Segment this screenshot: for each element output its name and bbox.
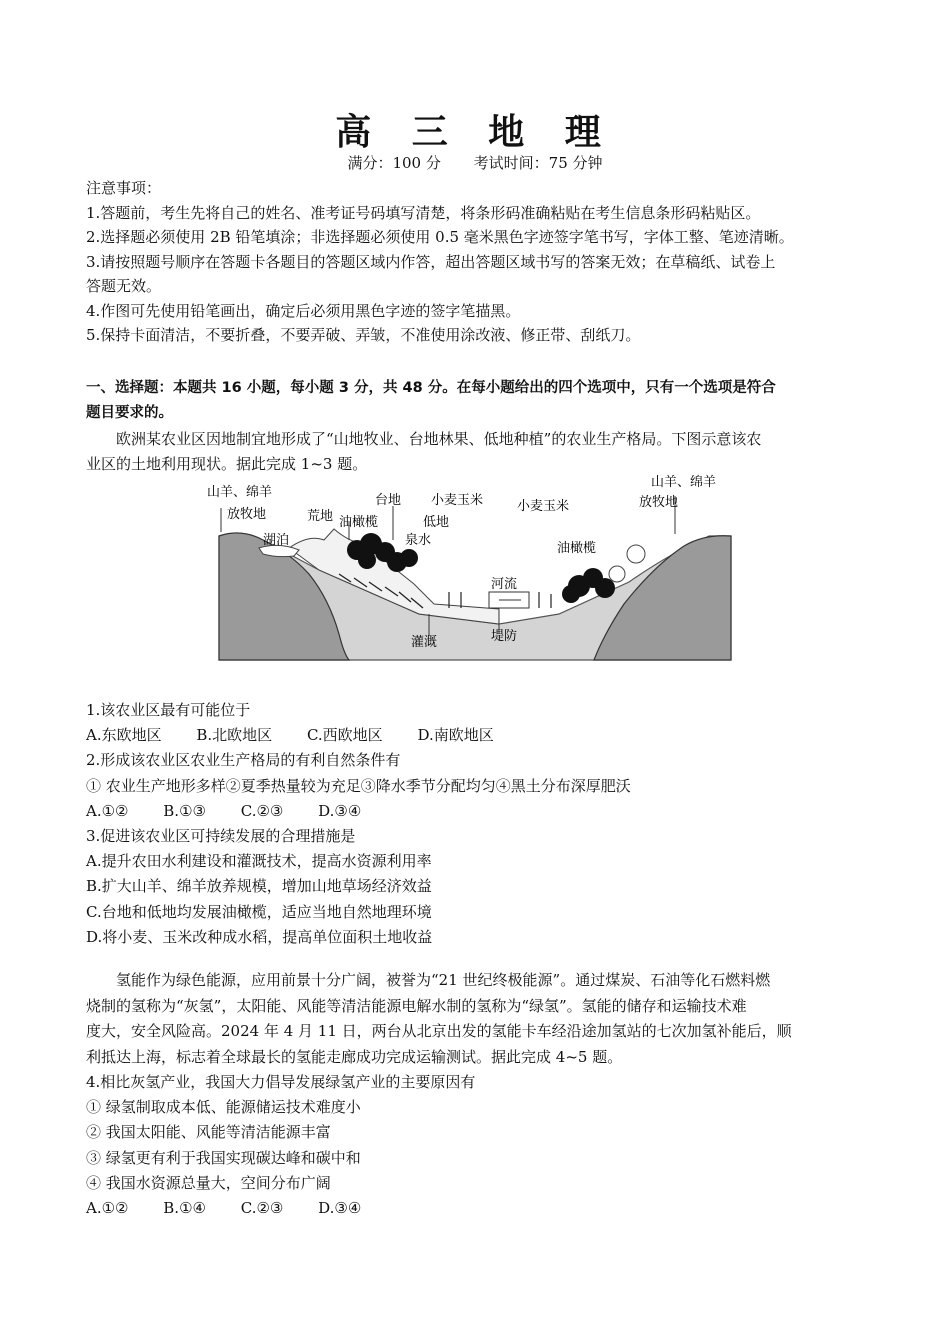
option: D.将小麦、玉米改种成水稻，提高单位面积土地收益 [86,927,433,946]
section-heading-line: 一、选择题：本题共 16 小题，每小题 3 分，共 48 分。在每小题给出的四个选项中，只有一个选项是符合 [86,380,776,396]
question-4-item: ① 绿氢制取成本低、能源储运技术难度小 [86,1098,361,1117]
label-irrigation: 灌溉 [411,635,438,650]
option: A.东欧地区 [86,726,162,745]
option: D.③④ [318,801,362,820]
note-item: 4.作图可先使用铅笔画出，确定后必须用黑色字迹的签字笔描黑。 [86,301,521,320]
question-2-stem: 2.形成该农业区农业生产格局的有利自然条件有 [86,751,401,770]
option: D.南欧地区 [417,726,494,745]
label-olive-left: 油橄榄 [339,515,379,530]
section-heading-line: 题目要求的。 [86,405,173,421]
label-lake: 湖泊 [263,533,290,548]
label-goat-sheep-left: 山羊、绵羊 [207,485,273,500]
passage-1 [86,427,866,476]
option: C.②③ [240,1199,284,1218]
exam-time: 考试时间：75 分钟 [473,154,603,172]
note-item: 1.答题前，考生先将自己的姓名、准考证号码填写清楚，将条形码准确粘贴在考生信息条形码粘贴区。 [86,203,761,222]
question-4-item: ③ 绿氢更有利于我国实现碳达峰和碳中和 [86,1148,361,1167]
question-3-stem: 3.促进该农业区可持续发展的合理措施是 [86,827,356,846]
option: B.北欧地区 [196,726,273,745]
label-pasture-left: 放牧地 [227,507,267,522]
note-item: 5.保持卡面清洁，不要折叠，不要弄破、弄皱，不准使用涂改液、修正带、刮纸刀。 [86,326,641,344]
option: B.①④ [163,1199,206,1218]
option: D.③④ [318,1199,362,1218]
option: C.西欧地区 [306,726,383,745]
passage-line: 欧洲某农业区因地制宜地形成了“山地牧业、台地林果、低地种植”的农业生产格局。下图示意该农 [116,430,762,448]
passage-line: 氢能作为绿色能源，应用前景十分广阔，被誉为“21 世纪终极能源”。通过煤炭、石油等化石燃料燃 [116,971,771,989]
notes-section [86,176,866,348]
label-olive-right: 油橄榄 [557,541,597,556]
land-use-diagram [199,474,749,666]
question-4-item: ④ 我国水资源总量大，空间分布广阔 [86,1173,331,1192]
section-heading [86,376,866,426]
label-goat-sheep-right: 山羊、绵羊 [651,475,717,490]
option: A.提升农田水利建设和灌溉技术，提高水资源利用率 [86,852,432,871]
question-4 [86,1070,866,1221]
question-4-stem: 4.相比灰氢产业，我国大力倡导发展绿氢产业的主要原因有 [86,1073,476,1091]
passage-line: 业区的土地利用现状。据此完成 1~3 题。 [86,454,368,473]
option: A.①② [86,801,129,820]
notes-heading: 注意事项： [86,179,162,197]
exam-info [0,152,950,173]
page-title: 高 三 地 理 [335,112,615,153]
question-1-stem: 1.该农业区最有可能位于 [86,701,251,719]
question-1-options [86,723,866,748]
note-item: 答题无效。 [86,277,162,295]
question-2-options [86,799,866,824]
passage-line: 度大，安全风险高。2024 年 4 月 11 日，两台从北京出发的氢能卡车经沿途加氢站的七次加氢补能后，顺 [86,1022,792,1040]
label-spring: 泉水 [405,533,432,548]
question-4-options [86,1196,866,1221]
questions-1-3 [86,698,866,950]
passage-line: 烧制的氢称为“灰氢”，太阳能、风能等清洁能源电解水制的氢称为“绿氢”。氢能的储存和运输技术难 [86,996,747,1015]
label-wasteland: 荒地 [307,509,334,524]
option: B.①③ [163,801,206,820]
option: A.①② [86,1199,129,1218]
label-levee: 堤防 [491,629,518,644]
label-wheat-corn-left: 小麦玉米 [431,493,484,508]
note-item: 3.请按照题号顺序在答题卡各题目的答题区域内作答，超出答题区域书写的答案无效；在草稿纸、试卷上 [86,252,776,271]
passage-line: 利抵达上海，标志着全球最长的氢能走廊成功完成运输测试。据此完成 4~5 题。 [86,1047,623,1066]
label-river: 河流 [491,577,518,592]
full-score: 满分：100 分 [347,154,441,172]
label-wheat-corn-right: 小麦玉米 [517,499,570,514]
option: C.台地和低地均发展油橄榄，适应当地自然地理环境 [86,902,432,921]
note-item: 2.选择题必须使用 2B 铅笔填涂；非选择题必须使用 0.5 毫米黑色字迹签字笔书写，字体工整、笔迹清晰。 [86,228,794,246]
label-pasture-right: 放牧地 [639,495,679,510]
passage-2 [86,968,866,1070]
label-terrace: 台地 [375,493,402,508]
question-2-items: ① 农业生产地形多样②夏季热量较为充足③降水季节分配均匀④黑土分布深厚肥沃 [86,776,631,795]
label-lowland: 低地 [423,515,450,530]
option: C.②③ [240,801,284,820]
option: B.扩大山羊、绵羊放养规模，增加山地草场经济效益 [86,877,432,896]
question-4-item: ② 我国太阳能、风能等清洁能源丰富 [86,1123,331,1142]
